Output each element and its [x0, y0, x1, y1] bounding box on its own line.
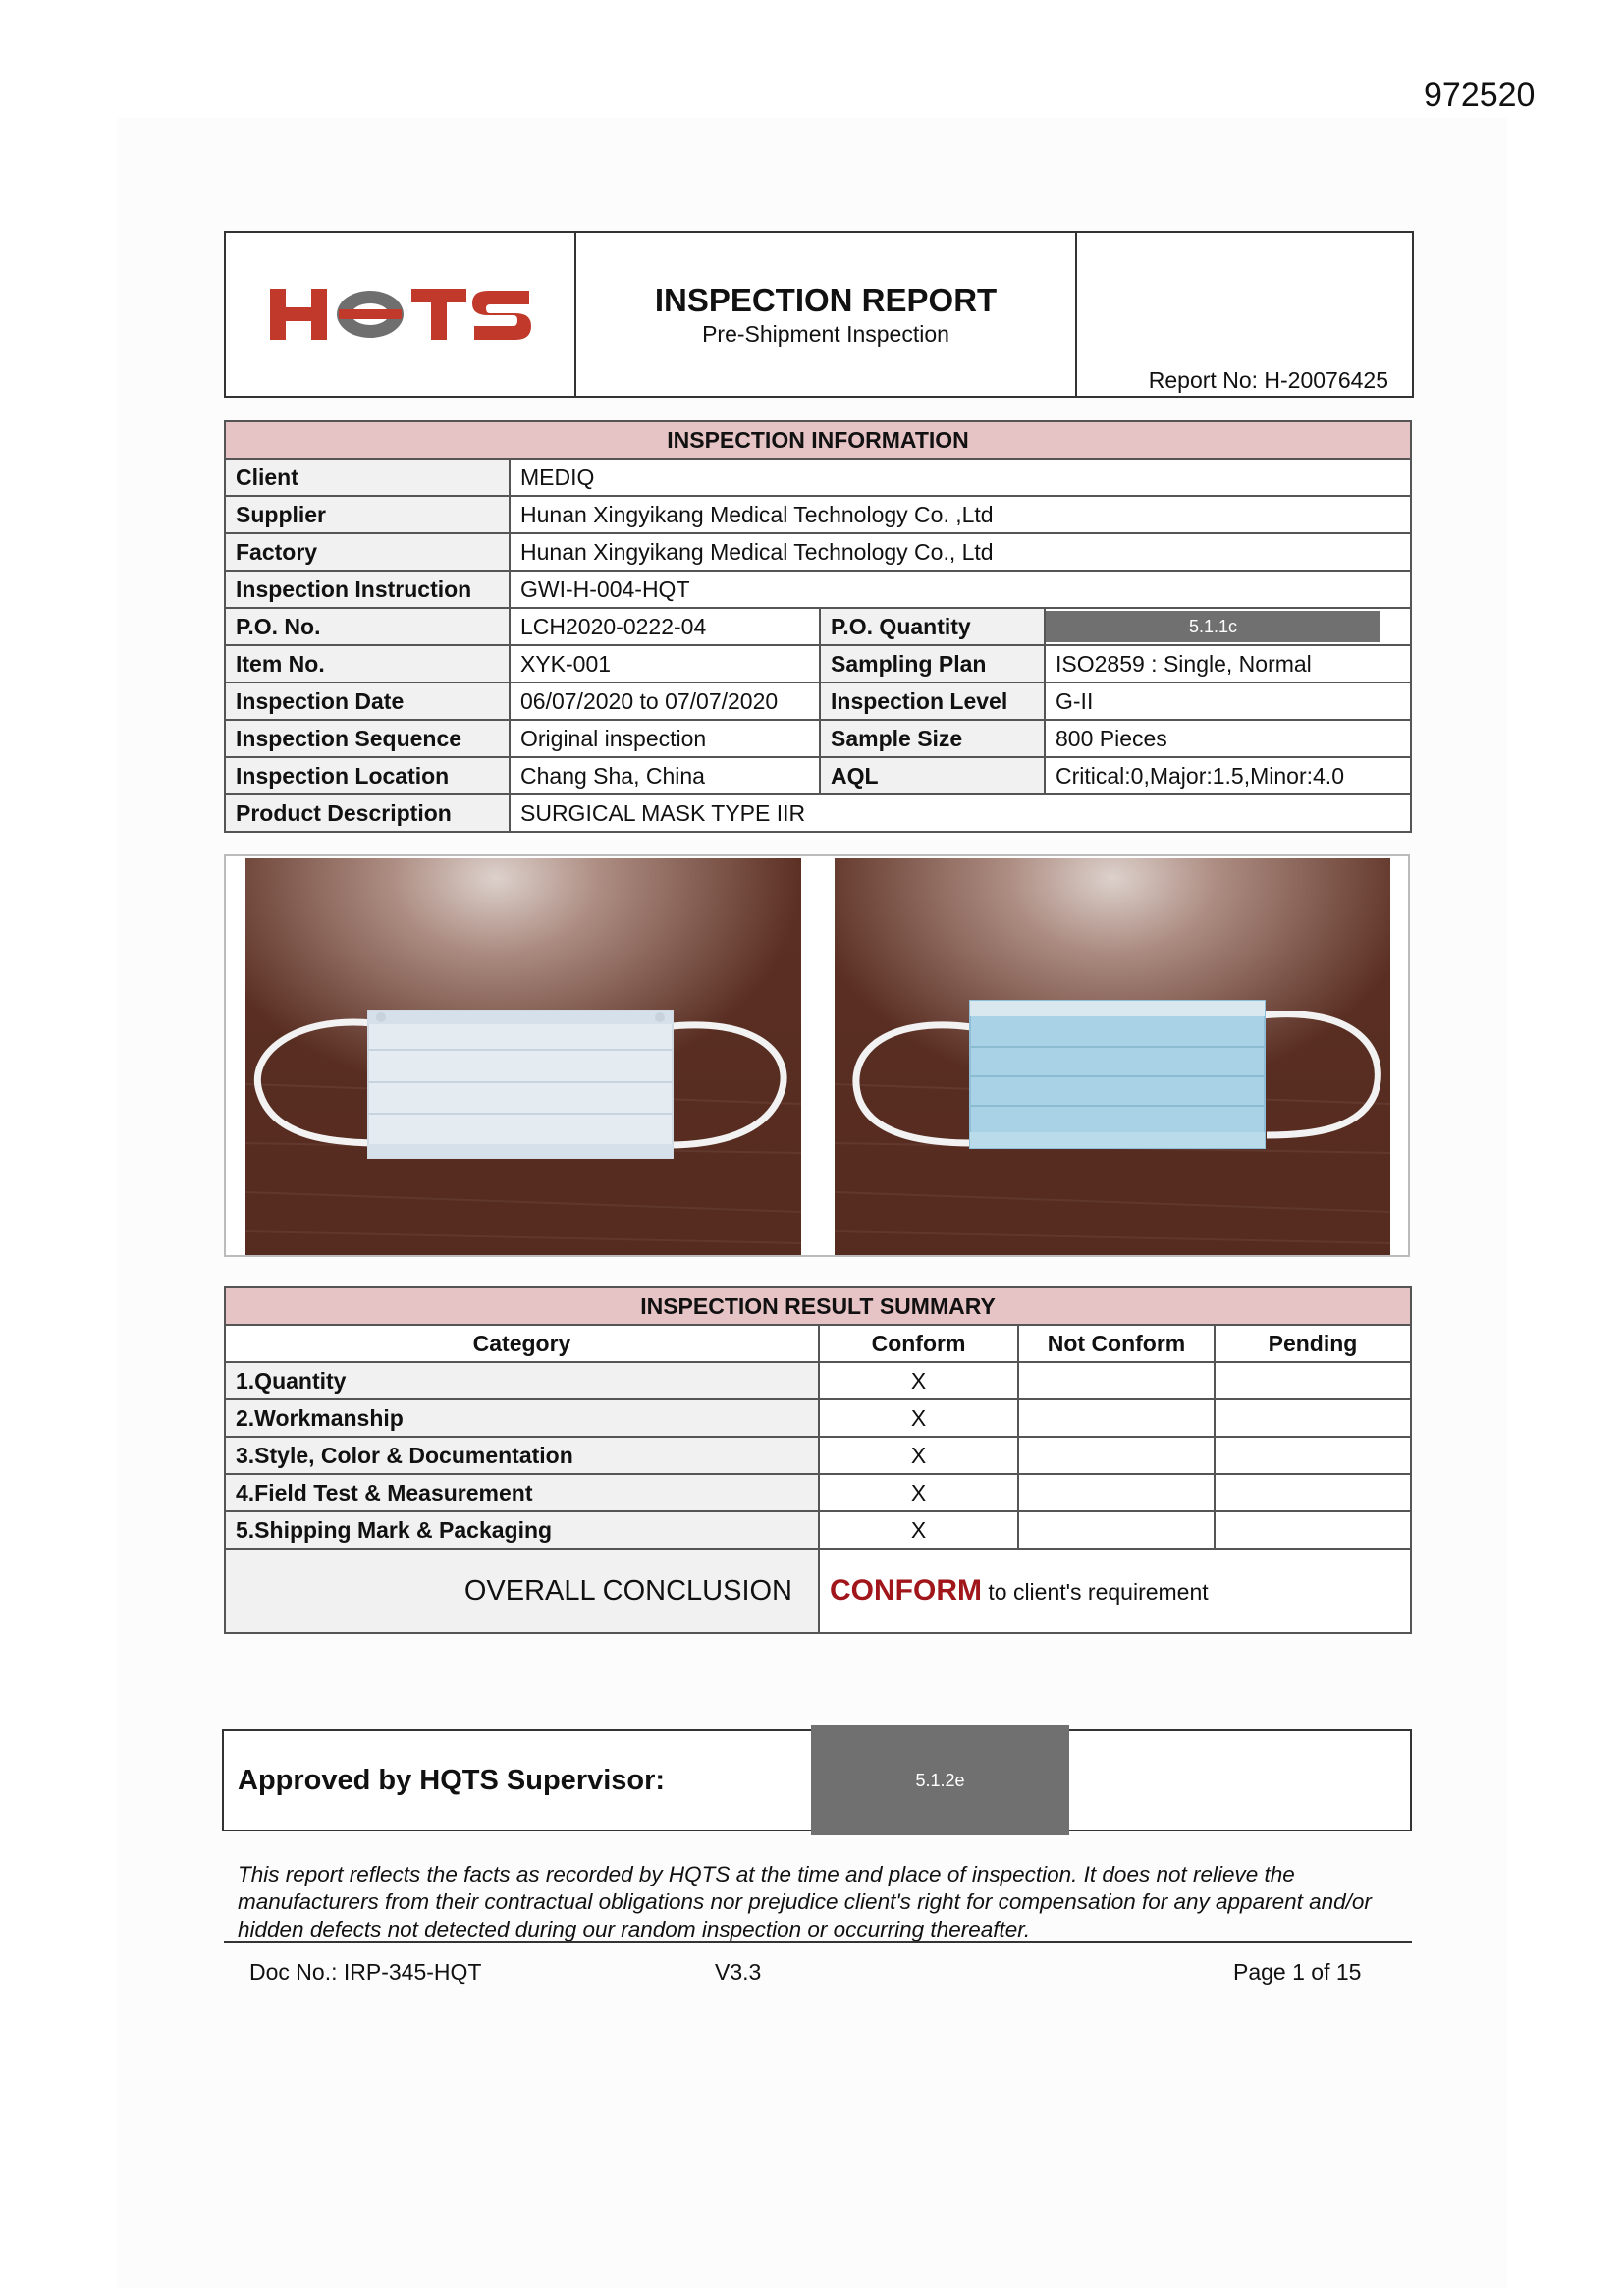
po-quantity-redaction: 5.1.1c	[1046, 611, 1380, 642]
pending-cell	[1215, 1511, 1411, 1549]
conform-cell: X	[819, 1399, 1018, 1437]
inspection-information-table	[224, 420, 1412, 833]
footer-divider	[224, 1941, 1412, 1943]
aql-label: AQL	[820, 757, 1045, 794]
conclusion-text: to client's requirement	[981, 1579, 1209, 1605]
product-description-label: Product Description	[225, 794, 510, 832]
category-column-header: Category	[225, 1325, 819, 1362]
supplier-label: Supplier	[225, 496, 510, 533]
report-number-cell	[1077, 233, 1412, 396]
table-row	[225, 1399, 1411, 1437]
item-no-label: Item No.	[225, 645, 510, 683]
conform-column-header: Conform	[819, 1325, 1018, 1362]
disclaimer: This report reflects the facts as recorded by HQTS at the time and place of inspection. It does not relieve the manufacturers from their contractual obligations nor prejudice client's right for compensation for any apparent and/or hidden defects not detected during our random inspection or occurring thereafter.	[238, 1862, 1372, 1941]
product-photos	[224, 854, 1410, 1257]
not-conform-cell	[1018, 1362, 1215, 1399]
report-number: Report No: H-20076425	[1148, 367, 1388, 393]
pending-cell	[1215, 1362, 1411, 1399]
conform-cell: X	[819, 1362, 1018, 1399]
sampling-plan-value: ISO2859 : Single, Normal	[1045, 645, 1411, 683]
pending-cell	[1215, 1399, 1411, 1437]
aql-value: Critical:0,Major:1.5,Minor:4.0	[1045, 757, 1411, 794]
inspection-location-value: Chang Sha, China	[510, 757, 820, 794]
not-conform-cell	[1018, 1437, 1215, 1474]
inspection-location-label: Inspection Location	[225, 757, 510, 794]
not-conform-column-header: Not Conform	[1018, 1325, 1215, 1362]
conform-cell: X	[819, 1474, 1018, 1511]
conform-cell: X	[819, 1437, 1018, 1474]
document-number: 972520	[1424, 77, 1536, 114]
inspection-level-label: Inspection Level	[820, 683, 1045, 720]
pending-cell	[1215, 1437, 1411, 1474]
title-cell	[576, 233, 1077, 396]
pending-column-header: Pending	[1215, 1325, 1411, 1362]
factory-label: Factory	[225, 533, 510, 571]
mask-photo-front	[245, 858, 801, 1255]
item-no-value: XYK-001	[510, 645, 820, 683]
not-conform-cell	[1018, 1511, 1215, 1549]
footer-doc-number: Doc No.: IRP-345-HQT	[249, 1959, 482, 1985]
overall-conclusion-label: OVERALL CONCLUSION	[225, 1549, 819, 1633]
conclusion-result: CONFORM	[830, 1574, 982, 1607]
instruction-label: Inspection Instruction	[225, 571, 510, 608]
sample-size-label: Sample Size	[820, 720, 1045, 757]
not-conform-cell	[1018, 1399, 1215, 1437]
not-conform-cell	[1018, 1474, 1215, 1511]
logo-cell	[226, 233, 576, 396]
client-label: Client	[225, 459, 510, 496]
hqts-logo	[268, 283, 533, 346]
category-cell: 3.Style, Color & Documentation	[225, 1437, 819, 1474]
report-header	[224, 231, 1414, 398]
mask-photo-back	[835, 858, 1390, 1255]
category-cell: 4.Field Test & Measurement	[225, 1474, 819, 1511]
po-quantity-label: P.O. Quantity	[820, 608, 1045, 645]
category-cell: 5.Shipping Mark & Packaging	[225, 1511, 819, 1549]
sample-size-value: 800 Pieces	[1045, 720, 1411, 757]
po-no-value: LCH2020-0222-04	[510, 608, 820, 645]
inspection-sequence-label: Inspection Sequence	[225, 720, 510, 757]
info-heading: INSPECTION INFORMATION	[225, 421, 1411, 459]
inspection-sequence-value: Original inspection	[510, 720, 820, 757]
instruction-value: GWI-H-004-HQT	[510, 571, 1411, 608]
approval-box	[222, 1729, 1412, 1831]
client-value: MEDIQ	[510, 459, 1411, 496]
supplier-value: Hunan Xingyikang Medical Technology Co. ,Ltd	[510, 496, 1411, 533]
pending-cell	[1215, 1474, 1411, 1511]
supervisor-signature-redaction: 5.1.2e	[811, 1725, 1069, 1835]
table-row	[225, 1362, 1411, 1399]
table-row	[225, 1474, 1411, 1511]
summary-heading: INSPECTION RESULT SUMMARY	[225, 1287, 1411, 1325]
report-title: INSPECTION REPORT	[654, 282, 998, 318]
overall-conclusion-value	[819, 1549, 1411, 1633]
inspection-result-summary-table	[224, 1286, 1412, 1634]
table-row	[225, 1511, 1411, 1549]
approval-label: Approved by HQTS Supervisor:	[238, 1765, 666, 1796]
factory-value: Hunan Xingyikang Medical Technology Co., Ltd	[510, 533, 1411, 571]
footer-version: V3.3	[715, 1959, 762, 1985]
category-cell: 2.Workmanship	[225, 1399, 819, 1437]
sampling-plan-label: Sampling Plan	[820, 645, 1045, 683]
po-no-label: P.O. No.	[225, 608, 510, 645]
category-cell: 1.Quantity	[225, 1362, 819, 1399]
product-description-value: SURGICAL MASK TYPE IIR	[510, 794, 1411, 832]
inspection-date-value: 06/07/2020 to 07/07/2020	[510, 683, 820, 720]
inspection-date-label: Inspection Date	[225, 683, 510, 720]
po-quantity-cell	[1045, 608, 1411, 645]
report-subtitle: Pre-Shipment Inspection	[702, 321, 949, 347]
inspection-level-value: G-II	[1045, 683, 1411, 720]
conform-cell: X	[819, 1511, 1018, 1549]
footer-page-number: Page 1 of 15	[1233, 1959, 1362, 1985]
table-row	[225, 1437, 1411, 1474]
